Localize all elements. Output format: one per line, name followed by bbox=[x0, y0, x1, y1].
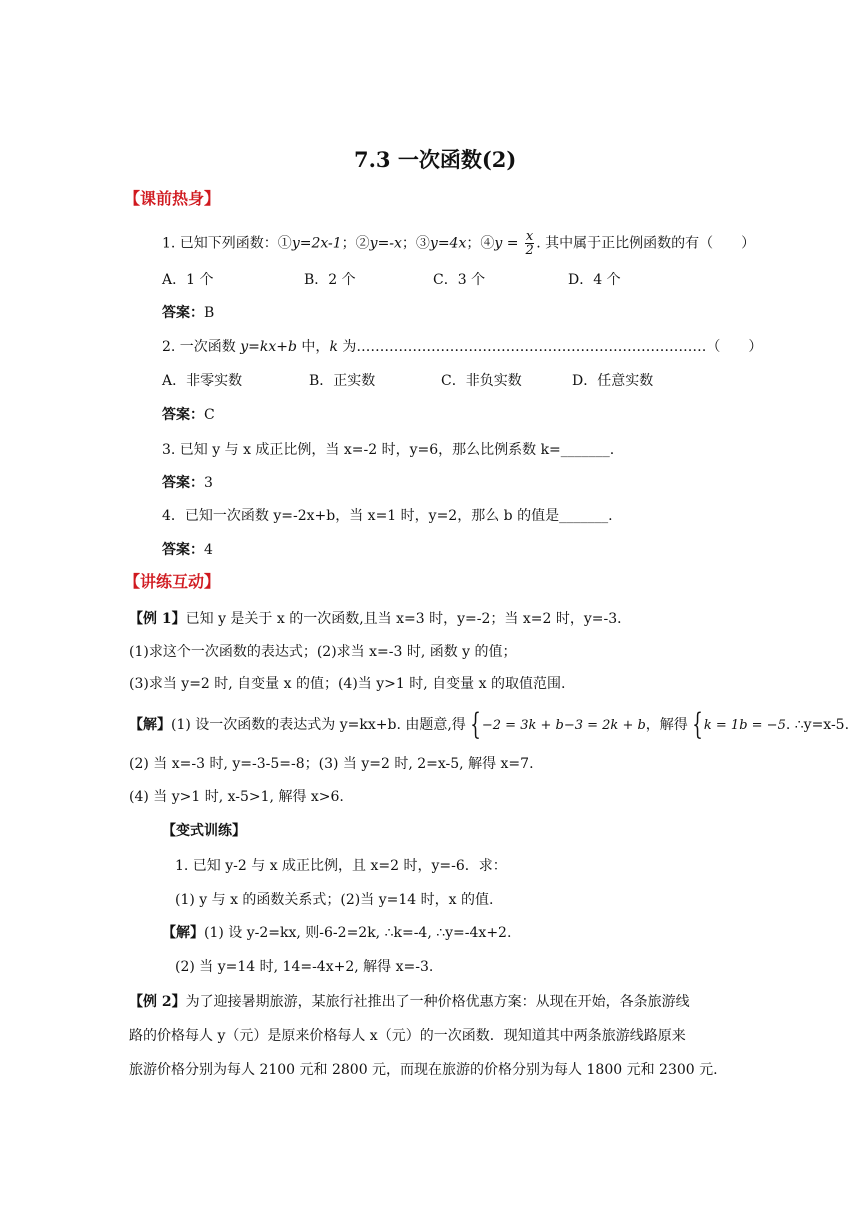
example-1-solution-line-3: (4) 当 y>1 时, x-5>1, 解得 x>6. bbox=[129, 789, 344, 805]
q2-choice-a: A．非零实数 bbox=[162, 373, 243, 389]
example-1-line-3: (3)求当 y=2 时, 自变量 x 的值；(4)当 y>1 时, 自变量 x 的取值范围. bbox=[129, 676, 566, 692]
variant-solution-1: 【解】(1) 设 y-2=kx, 则-6-2=2k, ∴k=-4, ∴y=-4x+2. bbox=[162, 925, 512, 941]
example-1-solution-line-2: (2) 当 x=-3 时, y=-3-5=-8；(3) 当 y=2 时, 2=x-5, 解得 x=7. bbox=[129, 756, 534, 772]
solution-system: k = 1b = −5 bbox=[703, 717, 786, 733]
q1-choice-d: D．4 个 bbox=[568, 272, 621, 288]
equation-system: −2 = 3k + b−3 = 2k + b bbox=[481, 717, 646, 733]
q2-choice-c: C．非负实数 bbox=[441, 373, 522, 389]
example-1-line-2: (1)求这个一次函数的表达式；(2)求当 x=-3 时, 函数 y 的值； bbox=[129, 644, 517, 660]
variant-line-2: (1) y 与 x 的函数关系式；(2)当 y=14 时，x 的值. bbox=[175, 892, 494, 908]
question-2: 2. 一次函数 y=kx+b 中，k 为…………………………………………………………………（ ） bbox=[162, 339, 763, 355]
q4-answer: 答案：4 bbox=[162, 542, 213, 558]
example-1-solution: 【解】(1) 设一次函数的表达式为 y=kx+b. 由题意,得 {−2 = 3k + b−3 = 2k + b，解得 {k = 1b = −5. ∴y=x-5. bbox=[129, 707, 850, 742]
page-title: 7.3 一次函数(2) bbox=[354, 147, 517, 172]
q1-choice-c: C．3 个 bbox=[433, 272, 486, 288]
left-brace: { bbox=[692, 707, 703, 742]
question-1: 1. 已知下列函数：①y=2x-1；②y=-x；③y=4x；④y = $\frac{x}{2}$ . 其中属于正比例函数的有（ ） bbox=[162, 229, 756, 258]
example-2-line-3: 旅游价格分别为每人 2100 元和 2800 元，而现在旅游的价格分别为每人 1800 元和 2300 元. bbox=[129, 1062, 718, 1078]
q1-choice-a: A．1 个 bbox=[162, 272, 214, 288]
variant-heading: 【变式训练】 bbox=[162, 823, 246, 839]
example-1-line-1: 【例 1】已知 y 是关于 x 的一次函数,且当 x=3 时，y=-2；当 x=2 时，y=-3． bbox=[129, 611, 632, 627]
variant-solution-2: (2) 当 y=14 时, 14=-4x+2, 解得 x=-3. bbox=[175, 959, 434, 975]
q2-answer: 答案：C bbox=[162, 407, 215, 423]
variant-line-1: 1. 已知 y-2 与 x 成正比例，且 x=2 时，y=-6．求： bbox=[175, 858, 507, 874]
question-4: 4．已知一次函数 y=-2x+b，当 x=1 时，y=2，那么 b 的值是_______. bbox=[162, 508, 613, 524]
left-brace: { bbox=[470, 707, 481, 742]
section-heading-practice: 【讲练互动】 bbox=[124, 572, 221, 591]
q1-answer: 答案：B bbox=[162, 305, 215, 321]
fraction-x-over-2: $\frac{x}{2}$ bbox=[525, 229, 534, 258]
q2-choice-b: B．正实数 bbox=[309, 373, 376, 389]
q3-answer: 答案：3 bbox=[162, 475, 213, 491]
example-2-line-2: 路的价格每人 y（元）是原来价格每人 x（元）的一次函数．现知道其中两条旅游线路原来 bbox=[129, 1028, 686, 1044]
q1-choice-b: B．2 个 bbox=[304, 272, 356, 288]
q2-choice-d: D．任意实数 bbox=[572, 373, 654, 389]
question-3: 3. 已知 y 与 x 成正比例，当 x=-2 时，y=6，那么比例系数 k=_______. bbox=[162, 442, 615, 458]
example-2-line-1: 【例 2】为了迎接暑期旅游，某旅行社推出了一种价格优惠方案：从现在开始，各条旅游线 bbox=[129, 994, 690, 1010]
section-heading-warmup: 【课前热身】 bbox=[124, 189, 221, 208]
